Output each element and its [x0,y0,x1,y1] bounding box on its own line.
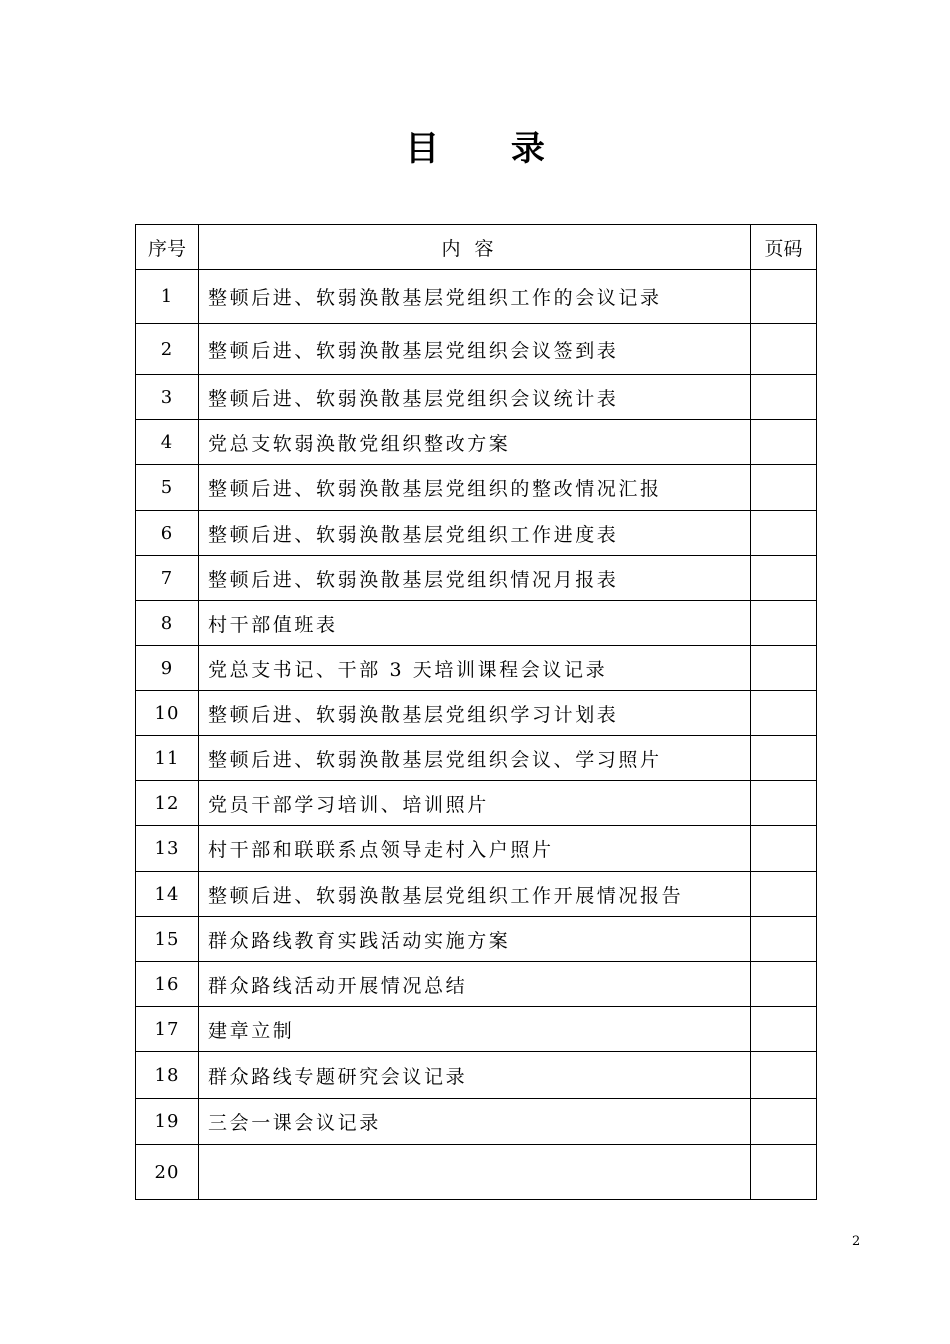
table-row [136,1007,817,1052]
row-content: 整顿后进、软弱涣散基层党组织的整改情况汇报 [199,465,751,511]
row-number: 12 [136,781,199,826]
row-content: 村干部和联联系点领导走村入户照片 [199,826,751,872]
table-row [136,962,817,1007]
table-row [136,917,817,962]
header-number: 序号 [136,225,199,270]
header-content: 内容 [199,225,751,270]
row-number: 2 [136,324,199,375]
table-row [136,872,817,917]
row-number: 20 [136,1145,199,1200]
row-content: 党员干部学习培训、培训照片 [199,781,751,826]
row-number: 11 [136,736,199,781]
row-content: 建章立制 [199,1007,751,1052]
row-number: 18 [136,1052,199,1099]
row-content: 整顿后进、软弱涣散基层党组织学习计划表 [199,691,751,736]
page-number: 2 [852,1234,861,1249]
row-page [751,420,817,465]
row-page [751,1145,817,1200]
row-content: 整顿后进、软弱涣散基层党组织会议、学习照片 [199,736,751,781]
row-content: 整顿后进、软弱涣散基层党组织情况月报表 [199,556,751,601]
table-row [136,826,817,872]
row-number: 15 [136,917,199,962]
table-row [136,646,817,691]
row-number: 1 [136,270,199,324]
table-row [136,1099,817,1145]
row-number: 6 [136,511,199,556]
row-number: 10 [136,691,199,736]
table-row [136,324,817,375]
row-page [751,1007,817,1052]
row-content: 党总支书记、干部 3 天培训课程会议记录 [199,646,751,691]
row-page [751,556,817,601]
table-row [136,375,817,420]
row-page [751,646,817,691]
table-row [136,1052,817,1099]
row-number: 4 [136,420,199,465]
row-content: 整顿后进、软弱涣散基层党组织会议签到表 [199,324,751,375]
row-content: 整顿后进、软弱涣散基层党组织会议统计表 [199,375,751,420]
row-page [751,1052,817,1099]
row-number: 17 [136,1007,199,1052]
row-number: 13 [136,826,199,872]
row-page [751,324,817,375]
row-page [751,1099,817,1145]
row-page [751,465,817,511]
row-page [751,601,817,646]
header-page: 页码 [751,225,817,270]
page-title: 目 录 [405,129,575,169]
table-row [136,691,817,736]
table-row [136,511,817,556]
row-page [751,511,817,556]
row-number: 8 [136,601,199,646]
row-content [199,1145,751,1200]
row-number: 9 [136,646,199,691]
row-page [751,736,817,781]
table-row [136,736,817,781]
row-page [751,826,817,872]
row-page [751,872,817,917]
row-content: 三会一课会议记录 [199,1099,751,1145]
row-number: 5 [136,465,199,511]
row-page [751,917,817,962]
table-row [136,556,817,601]
row-content: 群众路线专题研究会议记录 [199,1052,751,1099]
row-content: 村干部值班表 [199,601,751,646]
row-content: 群众路线活动开展情况总结 [199,962,751,1007]
row-content: 群众路线教育实践活动实施方案 [199,917,751,962]
table-row [136,1145,817,1200]
row-number: 16 [136,962,199,1007]
table-row [136,781,817,826]
table-row [136,601,817,646]
row-page [751,375,817,420]
table-row [136,420,817,465]
row-number: 14 [136,872,199,917]
row-page [751,691,817,736]
row-number: 19 [136,1099,199,1145]
row-page [751,962,817,1007]
row-page [751,781,817,826]
row-number: 3 [136,375,199,420]
toc-table [135,224,817,1200]
table-row [136,465,817,511]
toc-header-row [136,225,817,270]
row-page [751,270,817,324]
row-content: 整顿后进、软弱涣散基层党组织工作进度表 [199,511,751,556]
row-content: 整顿后进、软弱涣散基层党组织工作的会议记录 [199,270,751,324]
row-content: 整顿后进、软弱涣散基层党组织工作开展情况报告 [199,872,751,917]
row-content: 党总支软弱涣散党组织整改方案 [199,420,751,465]
table-row [136,270,817,324]
row-number: 7 [136,556,199,601]
